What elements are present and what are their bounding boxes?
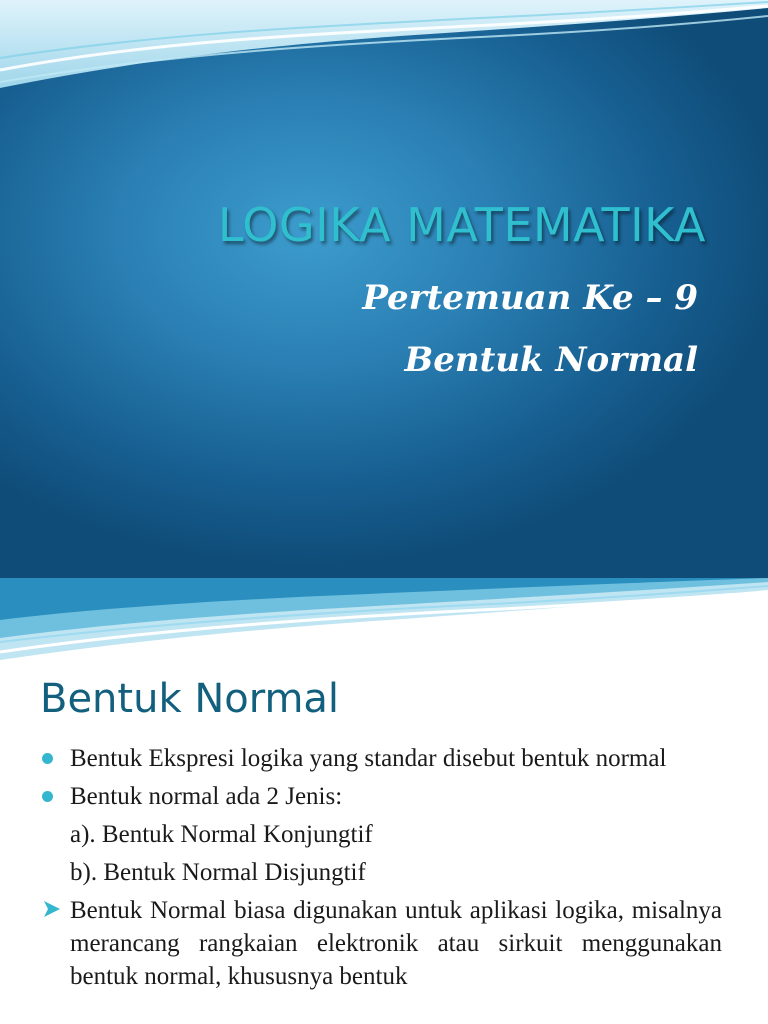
list-subitem	[40, 818, 722, 851]
list-subitem	[40, 856, 722, 889]
list-item	[40, 780, 722, 813]
list-item	[40, 742, 722, 775]
wave-decoration	[0, 0, 768, 100]
list-item-text: a). Bentuk Normal Konjungtif	[70, 821, 373, 848]
arrow-bullet-icon	[40, 899, 64, 919]
list-item-text: Bentuk Normal biasa digunakan untuk aplikasi logika, misalnya merancang rangkaian elektronik atau sirkuit menggunakan bentuk normal, khususnya bentuk	[70, 897, 722, 990]
wave-divider	[0, 578, 768, 662]
list-item	[40, 894, 722, 993]
circle-bullet-icon	[42, 753, 53, 764]
slide-body	[40, 742, 722, 998]
slide-heading: Bentuk Normal	[40, 676, 340, 722]
list-item-text: Bentuk normal ada 2 Jenis:	[70, 783, 343, 810]
slide-title: LOGIKA MATEMATIKA	[217, 198, 706, 252]
slide-subtitle-1: Pertemuan Ke – 9	[362, 278, 698, 318]
circle-bullet-icon	[42, 791, 53, 802]
list-item-text: Bentuk Ekspresi logika yang standar disebut bentuk normal	[70, 745, 667, 772]
content-slide	[0, 662, 768, 1024]
slide-subtitle-2: Bentuk Normal	[404, 340, 698, 380]
list-item-text: b). Bentuk Normal Disjungtif	[70, 859, 366, 886]
